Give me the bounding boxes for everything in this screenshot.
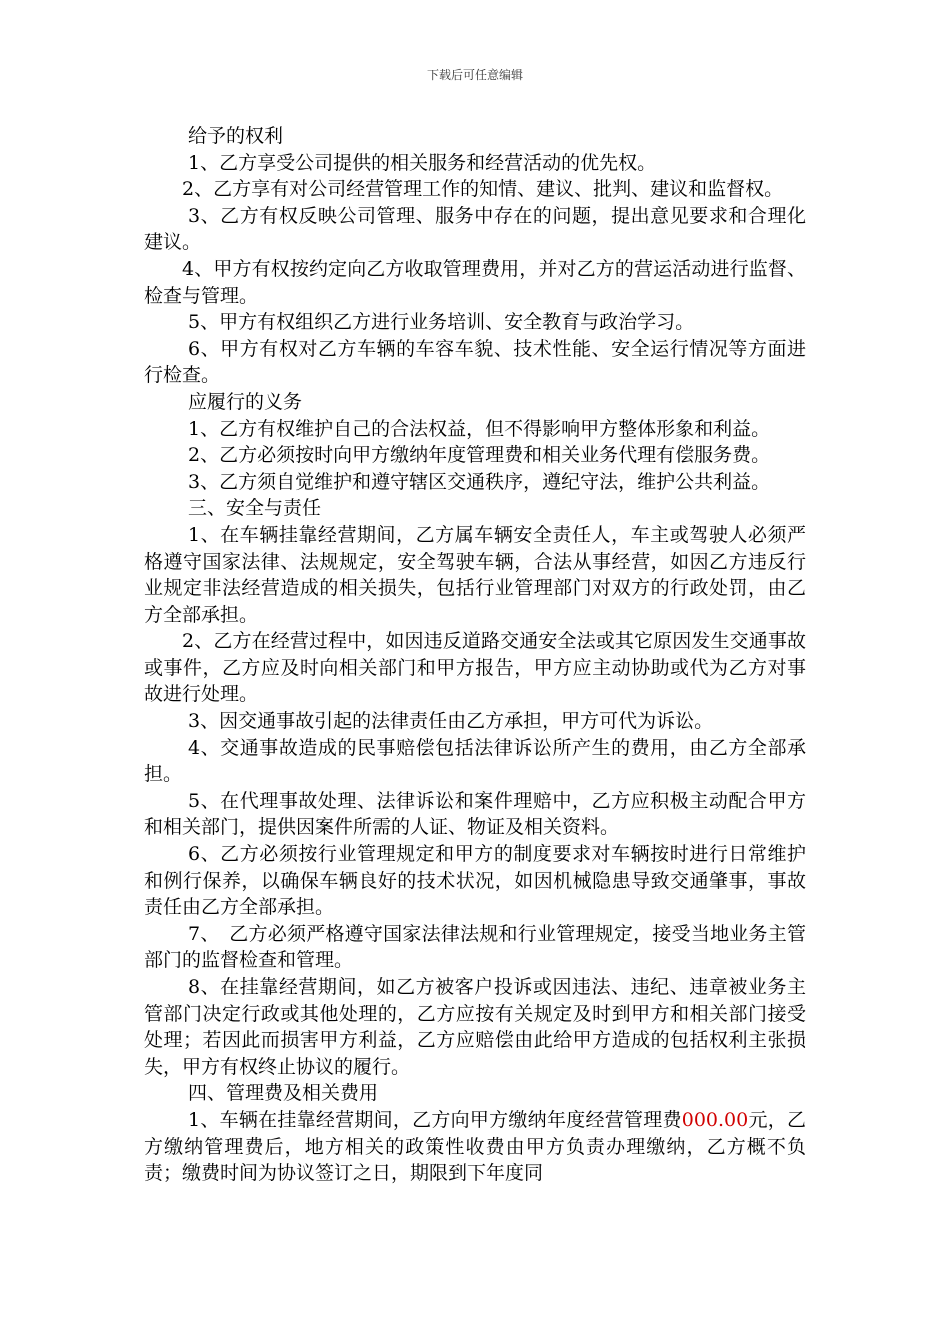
paragraph: 3、因交通事故引起的法律责任由乙方承担，甲方可代为诉讼。 [188,710,714,733]
section-heading: 四、管理费及相关费用 [188,1082,379,1105]
paragraph: 2、乙方享有对公司经营管理工作的知情、建议、批判、建议和监督权。 [182,178,784,201]
paragraph: 1、乙方有权维护自己的合法权益，但不得影响甲方整体形象和利益。 [188,417,771,440]
paragraph: 3、乙方须自觉维护和遵守辖区交通秩序，遵纪守法，维护公共利益。 [188,470,771,493]
paragraph: 5、在代理事故处理、法律诉讼和案件理赔中，乙方应积极主动配合甲方和相关部门，提供因案件所需的人证、物证及相关资料。 [144,789,806,839]
paragraph-fee [144,1107,806,1187]
paragraph: 给予的权利 [188,125,284,147]
paragraph: 2、乙方在经营过程中，如因违反道路交通安全法或其它原因发生交通事故或事件，乙方应及时向相关部门和甲方报告，甲方应主动协助或代为乙方对事故进行处理。 [144,630,806,706]
paragraph: 7、 乙方必须严格遵守国家法律法规和行业管理规定，接受当地业务主管部门的监督检查和管理。 [144,922,806,972]
paragraph: 1、乙方享受公司提供的相关服务和经营活动的优先权。 [188,151,657,174]
paragraph: 8、在挂靠经营期间，如乙方被客户投诉或因违法、违纪、违章被业务主管部门决定行政或其他处理的，乙方应按有关规定及时到甲方和相关部门接受处理；若因此而损害甲方利益，乙方应赔偿由此给甲方造成的包括权利主张损失，甲方有权终止协议的履行。 [144,976,806,1078]
document-body [144,123,806,1187]
paragraph: 1、在车辆挂靠经营期间，乙方属车辆安全责任人，车主或驾驶人必须严格遵守国家法律、法规规定，安全驾驶车辆，合法从事经营，如因乙方违反行业规定非法经营造成的相关损失，包括行业管理部门对双方的行政处罚，由乙方全部承担。 [144,523,806,626]
fee-amount: 000.00 [681,1108,749,1131]
page-header: 下载后可任意编辑 [426,68,523,82]
paragraph: 3、乙方有权反映公司管理、服务中存在的问题，提出意见要求和合理化建议。 [144,204,806,254]
section-heading: 三、安全与责任 [188,497,322,520]
section-heading: 应履行的义务 [188,390,303,413]
paragraph: 2、乙方必须按时向甲方缴纳年度管理费和相关业务代理有偿服务费。 [188,444,771,467]
paragraph: 6、甲方有权对乙方车辆的车容车貌、技术性能、安全运行情况等方面进行检查。 [144,337,806,387]
fee-text-after: 元，乙方缴纳管理费后，地方相关的政策性收费由甲方负责办理缴纳，乙方概不负责；缴费时间为协议签订之日，期限到下年度同 [144,1108,806,1185]
paragraph: 6、乙方必须按行业管理规定和甲方的制度要求对车辆按时进行日常维护和例行保养，以确保车辆良好的技术状况，如因机械隐患导致交通肇事，事故责任由乙方全部承担。 [144,843,806,919]
paragraph: 4、交通事故造成的民事赔偿包括法律诉讼所产生的费用，由乙方全部承担。 [144,736,806,786]
paragraph: 5、甲方有权组织乙方进行业务培训、安全教育与政治学习。 [188,311,695,334]
fee-text-before: 1、车辆在挂靠经营期间，乙方向甲方缴纳年度经营管理费 [188,1108,682,1131]
paragraph: 4、甲方有权按约定向乙方收取管理费用，并对乙方的营运活动进行监督、检查与管理。 [144,257,806,307]
